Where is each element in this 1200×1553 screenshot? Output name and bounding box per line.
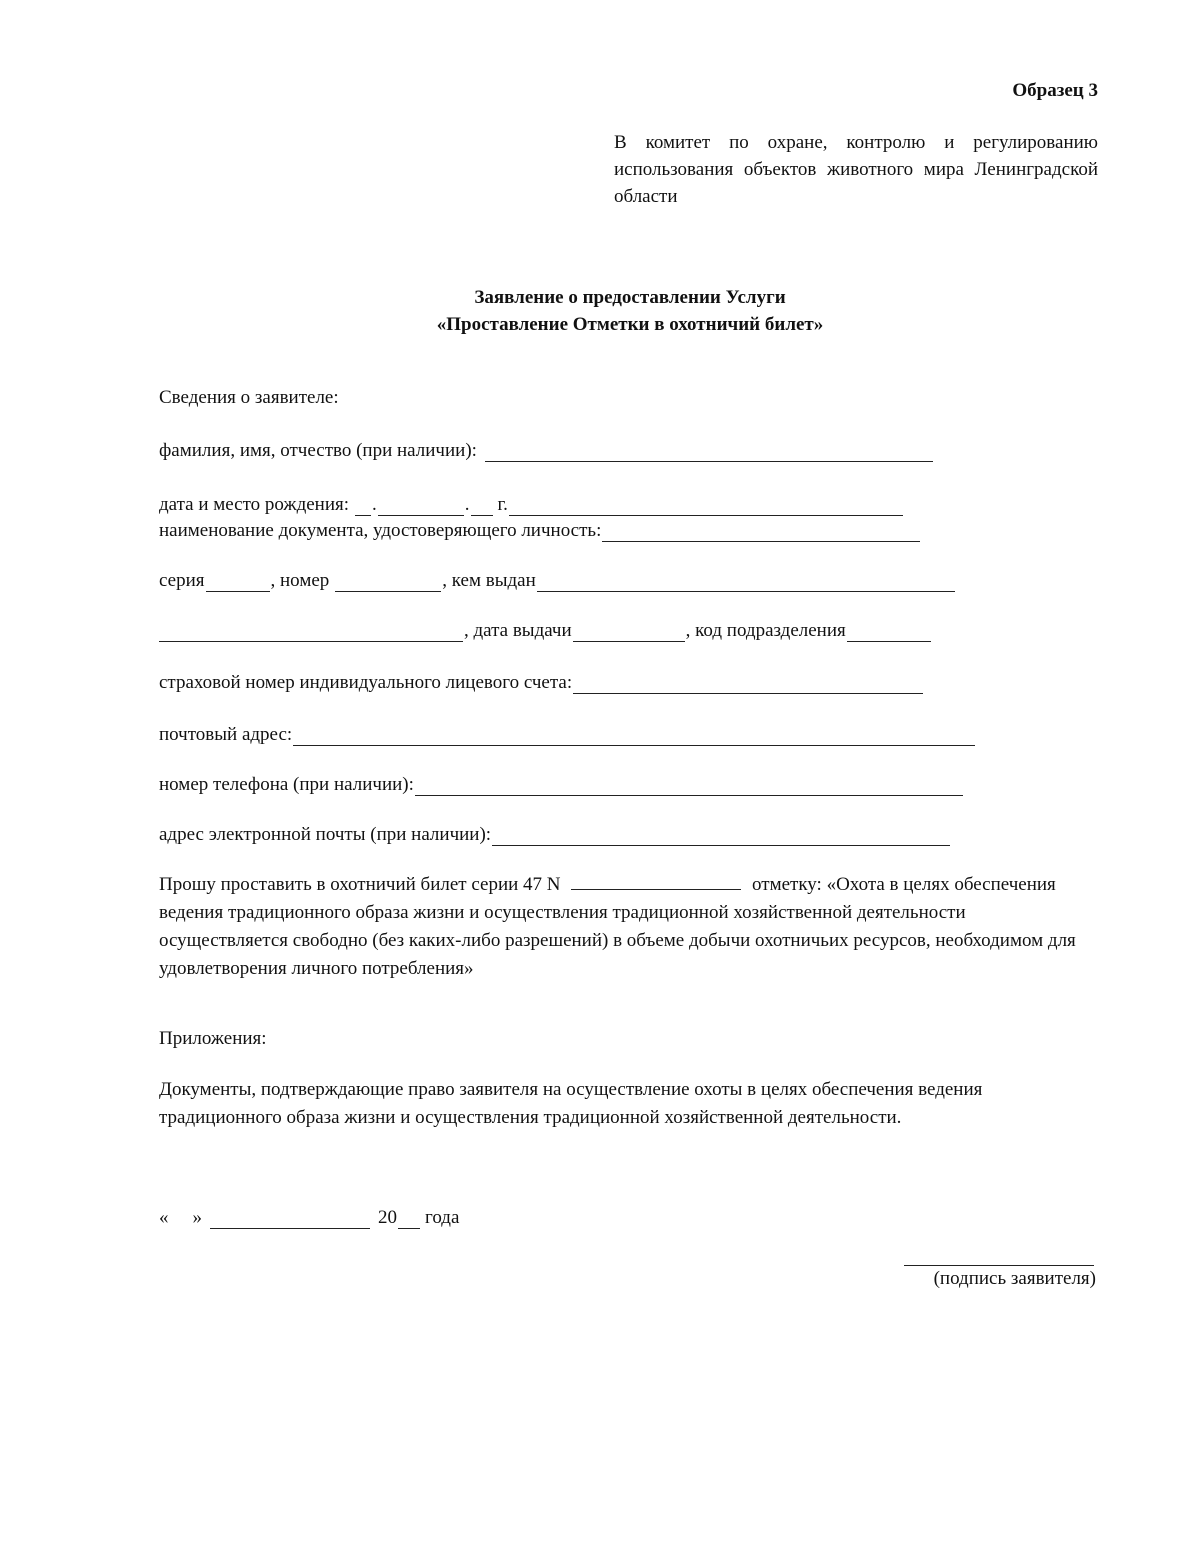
birth-row: [159, 492, 904, 516]
hunting-ticket-number-field[interactable]: [571, 873, 741, 890]
number-field[interactable]: [335, 573, 441, 592]
signature-caption: (подпись заявителя): [933, 1268, 1096, 1289]
applicant-section-label: [159, 385, 339, 409]
series-label: серия: [159, 570, 205, 591]
request-text-after: отметку: «Охота в целях обеспечения ведения традиционного образа жизни и осуществления традиционной хозяйственной деятельности осуществляется свободно (без каких-либо разрешений) в объеме добычи охотничьих ресурсов, необходимом для удовлетворения личного потребления»: [159, 874, 1076, 979]
phone-field[interactable]: [415, 777, 963, 796]
passport-row: [159, 568, 956, 592]
birth-year-suffix: г.: [497, 494, 508, 515]
issue-row: [159, 618, 932, 642]
quote-close: »: [192, 1207, 202, 1228]
issue-date-label: , дата выдачи: [464, 620, 572, 641]
snils-row: [159, 670, 924, 694]
birth-year-field[interactable]: [471, 497, 493, 516]
division-code-label: , код подразделения: [685, 620, 846, 641]
birth-month-field[interactable]: [378, 497, 464, 516]
series-field[interactable]: [206, 573, 270, 592]
birth-place-field[interactable]: [509, 497, 903, 516]
full-name-field[interactable]: [485, 443, 933, 462]
id-document-field[interactable]: [602, 523, 920, 542]
quote-open: «: [159, 1207, 169, 1228]
birth-dot-2: .: [464, 494, 470, 515]
email-field[interactable]: [492, 827, 950, 846]
document-subtitle: «Проставление Отметки в охотничий билет»: [436, 314, 824, 335]
id-document-row: [159, 518, 921, 542]
birth-day-field[interactable]: [355, 497, 371, 516]
snils-label: страховой номер индивидуального лицевого счета:: [159, 672, 573, 693]
year-suffix: года: [425, 1207, 460, 1228]
signature-field[interactable]: [904, 1265, 1094, 1266]
date-year-field[interactable]: [398, 1210, 420, 1229]
issued-by-field[interactable]: [537, 573, 955, 592]
issued-by-continued-field[interactable]: [159, 623, 463, 642]
sample-label: Образец 3: [1012, 80, 1098, 101]
attachments-label-row: [159, 1026, 267, 1050]
date-row: [159, 1205, 459, 1229]
date-month-field[interactable]: [210, 1210, 370, 1229]
phone-row: [159, 772, 964, 796]
postal-address-row: [159, 722, 976, 746]
postal-address-label: почтовый адрес:: [159, 724, 293, 745]
attachments-text: Документы, подтверждающие право заявителя на осуществление охоты в целях обеспечения ведения традиционного образа жизни и осуществления традиционной хозяйственной деятельности.: [159, 1079, 983, 1128]
snils-field[interactable]: [573, 675, 923, 694]
year-prefix: 20: [378, 1207, 397, 1228]
issued-by-label: , кем выдан: [442, 570, 536, 591]
email-row: [159, 822, 951, 846]
applicant-section-text: Сведения о заявителе:: [159, 387, 339, 408]
postal-address-field[interactable]: [293, 727, 975, 746]
date-day-field[interactable]: [170, 1210, 192, 1229]
request-paragraph: [159, 871, 1099, 983]
birth-dot-1: .: [372, 494, 377, 515]
full-name-row: [159, 438, 934, 462]
request-text-before: Прошу проставить в охотничий билет серии 47 N: [159, 874, 561, 895]
document-title: Заявление о предоставлении Услуги: [474, 287, 786, 308]
id-document-label: наименование документа, удостоверяющего личность:: [159, 520, 602, 541]
phone-label: номер телефона (при наличии):: [159, 774, 414, 795]
birth-label: дата и место рождения:: [159, 494, 350, 515]
full-name-label: фамилия, имя, отчество (при наличии):: [159, 440, 477, 461]
recipient-address: В комитет по охране, контролю и регулированию использования объектов животного мира Ленинградской области: [614, 132, 1098, 207]
email-label: адрес электронной почты (при наличии):: [159, 824, 492, 845]
attachments-label: Приложения:: [159, 1028, 267, 1049]
division-code-field[interactable]: [847, 623, 931, 642]
issue-date-field[interactable]: [573, 623, 685, 642]
number-label: , номер: [270, 570, 330, 591]
